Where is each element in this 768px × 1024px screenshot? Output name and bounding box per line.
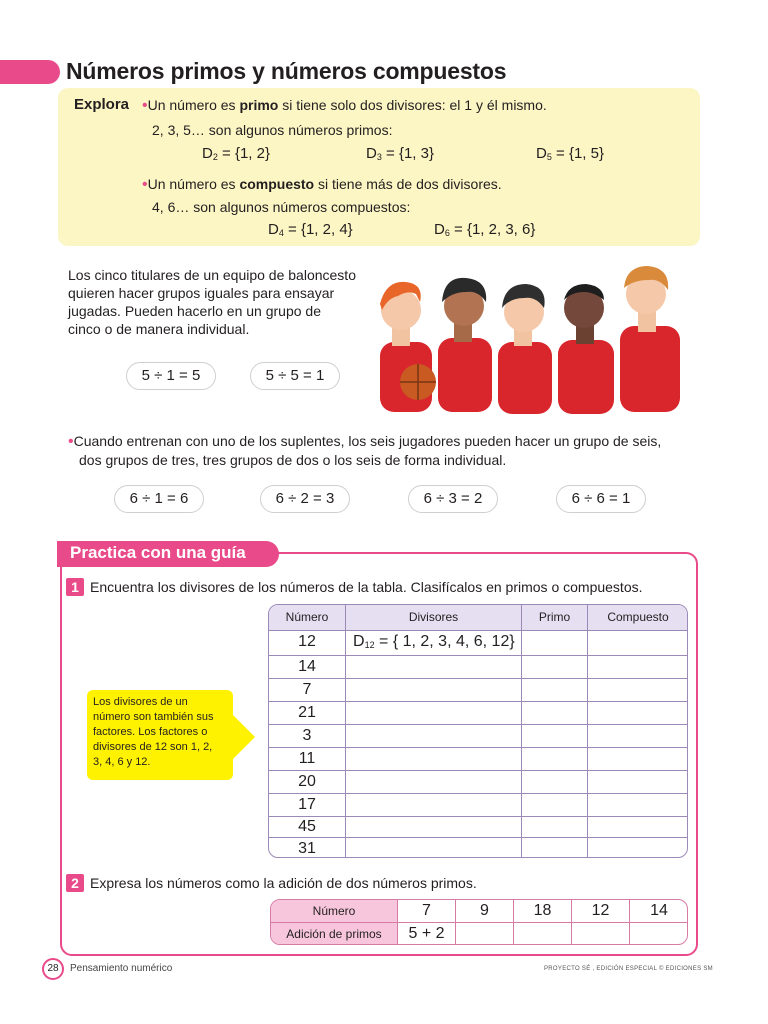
table-row-number: 31	[298, 840, 316, 857]
table-row-number: 21	[298, 704, 316, 721]
player-2	[438, 278, 492, 412]
player-1	[380, 282, 436, 412]
row-label-adicion: Adición de primos	[286, 927, 382, 941]
table-cell: 12	[591, 902, 610, 919]
exercise-1-badge: 1	[66, 578, 84, 596]
tip-arrow-icon	[233, 715, 255, 759]
compuesto-examples: 4, 6… son algunos números compuestos:	[152, 199, 411, 215]
divisor-set-d2: $D_2 = \{1$, 2}	[202, 145, 270, 162]
table-cell: 9	[480, 902, 489, 919]
table-row-number: 17	[298, 796, 316, 813]
table-cell: 18	[533, 902, 552, 919]
table-row-number: 11	[298, 750, 316, 767]
player-4	[558, 284, 614, 414]
footer-section: Pensamiento numérico	[70, 963, 173, 974]
row-label-numero: Número	[312, 904, 356, 918]
player-5	[620, 266, 680, 412]
table-row-number: 7	[302, 681, 312, 698]
equation-pill: 6 ÷ 1 = 6	[114, 485, 204, 513]
table-row-number: 12	[298, 633, 316, 650]
six-players-paragraph: •Cuando entrenan con uno de los suplentes, los seis jugadores pueden hacer un grupo de seis, dos grupos de tres, tres grupos de dos o los seis de forma individual.	[68, 433, 662, 468]
divisor-set-d5: $D_5 = \{1$, 5}	[536, 145, 604, 162]
title-accent-bar	[0, 60, 60, 84]
divisor-set-d12: $D_{12}$ = { 1, 2, 3, 4, 6, 12}	[353, 633, 515, 650]
col-header-primo: Primo	[538, 610, 571, 624]
exercise-2-badge: 2	[66, 874, 84, 892]
bullet-icon: •	[142, 176, 148, 193]
table-cell: 7	[422, 902, 431, 919]
equation-pill: 6 ÷ 2 = 3	[260, 485, 350, 513]
table-cell: 14	[650, 902, 668, 919]
table-row-number: 3	[302, 727, 312, 744]
practica-label: Practica con una guía	[70, 543, 246, 562]
prime-sums-table	[270, 899, 688, 945]
table-row-number: 20	[298, 773, 316, 790]
divisor-set-d6: $D_6 = \{1$, 2, 3, 6}	[434, 221, 536, 238]
exercise-2-instruction: Expresa los números como la adición de dos números primos.	[90, 875, 477, 891]
table-row-number: 45	[298, 818, 316, 835]
divisor-set-d3: $D_3 = \{1$, 3}	[366, 145, 434, 162]
bullet-icon: •	[68, 433, 74, 450]
col-header-divisores: Divisores	[408, 610, 459, 624]
footer-publisher: PROYECTO SÉ , EDICIÓN ESPECIAL © EDICIONES SM	[544, 966, 713, 972]
compuesto-definition: •Un número es compuesto si tiene más de dos divisores.	[142, 176, 502, 193]
primo-definition: •Un número es primo si tiene solo dos divisores: el 1 y él mismo.	[142, 97, 547, 114]
col-header-numero: Número	[285, 610, 329, 624]
equation-pill: 6 ÷ 6 = 1	[556, 485, 646, 513]
bullet-icon: •	[142, 97, 148, 114]
col-header-compuesto: Compuesto	[607, 610, 669, 624]
player-3	[498, 284, 552, 414]
divisors-table	[268, 604, 688, 858]
equation-pill: 6 ÷ 3 = 2	[408, 485, 498, 513]
tip-box: Los divisores de un número son también sus factores. Los factores o divisores de 12 son 1, 2, 3, 4, 6 y 12.	[87, 690, 233, 780]
basketball-players-illustration	[368, 262, 698, 420]
table-cell: 5 + 2	[408, 925, 445, 942]
page-number: 28	[42, 958, 64, 980]
exercise-1-instruction: Encuentra los divisores de los números de la tabla. Clasifícalos en primos o compuestos.	[90, 579, 643, 595]
page-title: Números primos y números compuestos	[66, 58, 507, 84]
primo-examples: 2, 3, 5… son algunos números primos:	[152, 122, 393, 138]
table-row-number: 14	[298, 658, 316, 675]
equation-pill: 5 ÷ 5 = 1	[250, 362, 340, 390]
divisor-set-d4: $D_4 = \{1$, 2, 4}	[268, 221, 353, 238]
explora-label: Explora	[74, 96, 130, 113]
story-paragraph: Los cinco titulares de un equipo de baloncesto quieren hacer grupos iguales para ensayar jugadas. Pueden hacerlo en un grupo de cinco o de manera individual.	[68, 267, 356, 337]
equation-pill: 5 ÷ 1 = 5	[126, 362, 216, 390]
